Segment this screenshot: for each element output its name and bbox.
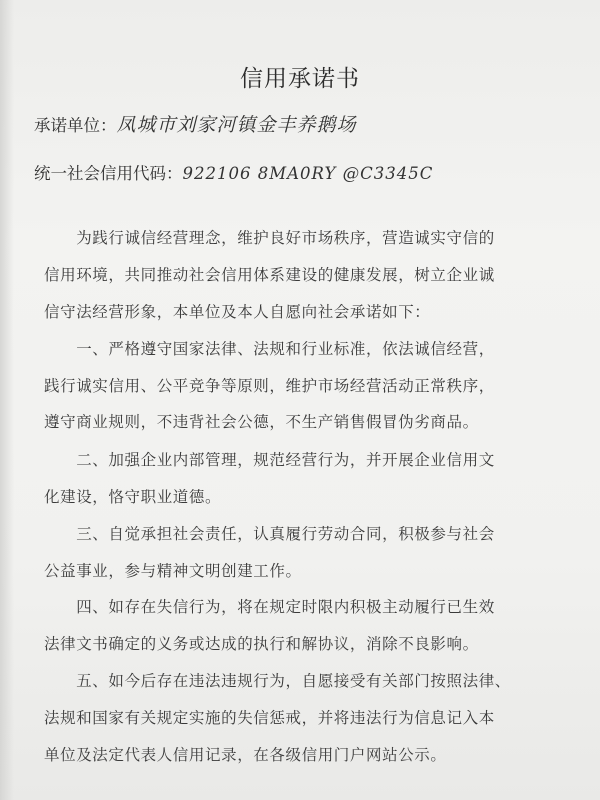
paragraph-line: 践行诚实信用、公平竞争等原则，维护市场经营活动正常秩序，	[44, 377, 495, 395]
paragraph-line: 四、如存在失信行为，将在规定时限内积极主动履行已生效	[44, 598, 495, 616]
unit-label: 承诺单位：	[34, 116, 117, 135]
paragraph-line: 三、自觉承担社会责任，认真履行劳动合同，积极参与社会	[44, 525, 495, 543]
committing-unit-field	[34, 110, 357, 137]
paragraph-line: 一、严格遵守国家法律、法规和行业标准，依法诚信经营，	[44, 340, 495, 358]
paragraph-line: 信守法经营形象，本单位及本人自愿向社会承诺如下：	[44, 303, 431, 321]
credit-code-field	[34, 160, 433, 184]
paragraph-line: 法律文书确定的义务或达成的执行和解协议，消除不良影响。	[44, 635, 479, 653]
unit-handwritten-value: 凤城市刘家河镇金丰养鹅场	[116, 114, 357, 136]
credit-code-label: 统一社会信用代码：	[34, 164, 183, 183]
paragraph-line: 公益事业，参与精神文明创建工作。	[44, 562, 302, 580]
paragraph-line: 五、如今后存在违法违规行为，自愿接受有关部门按照法律、	[44, 672, 511, 690]
credit-code-handwritten-value: 922106 8MA0RY @C3345C	[182, 164, 434, 183]
paragraph-line: 为践行诚信经营理念，维护良好市场秩序，营造诚实守信的	[44, 229, 495, 247]
document-title: 信用承诺书	[240, 66, 360, 92]
paragraph-line: 信用环境，共同推动社会信用体系建设的健康发展，树立企业诚	[44, 266, 495, 284]
paragraph-line: 单位及法定代表人信用记录，在各级信用门户网站公示。	[44, 746, 447, 764]
paragraph-line: 法规和国家有关规定实施的失信惩戒，并将违法行为信息记入本	[44, 709, 495, 727]
paragraph-line: 遵守商业规则，不违背社会公德，不生产销售假冒伪劣商品。	[44, 413, 479, 431]
page-edge-shadow	[0, 0, 14, 800]
paragraph-line: 化建设，恪守职业道德。	[44, 488, 222, 506]
paragraph-line: 二、加强企业内部管理，规范经营行为，并开展企业信用文	[44, 451, 495, 469]
